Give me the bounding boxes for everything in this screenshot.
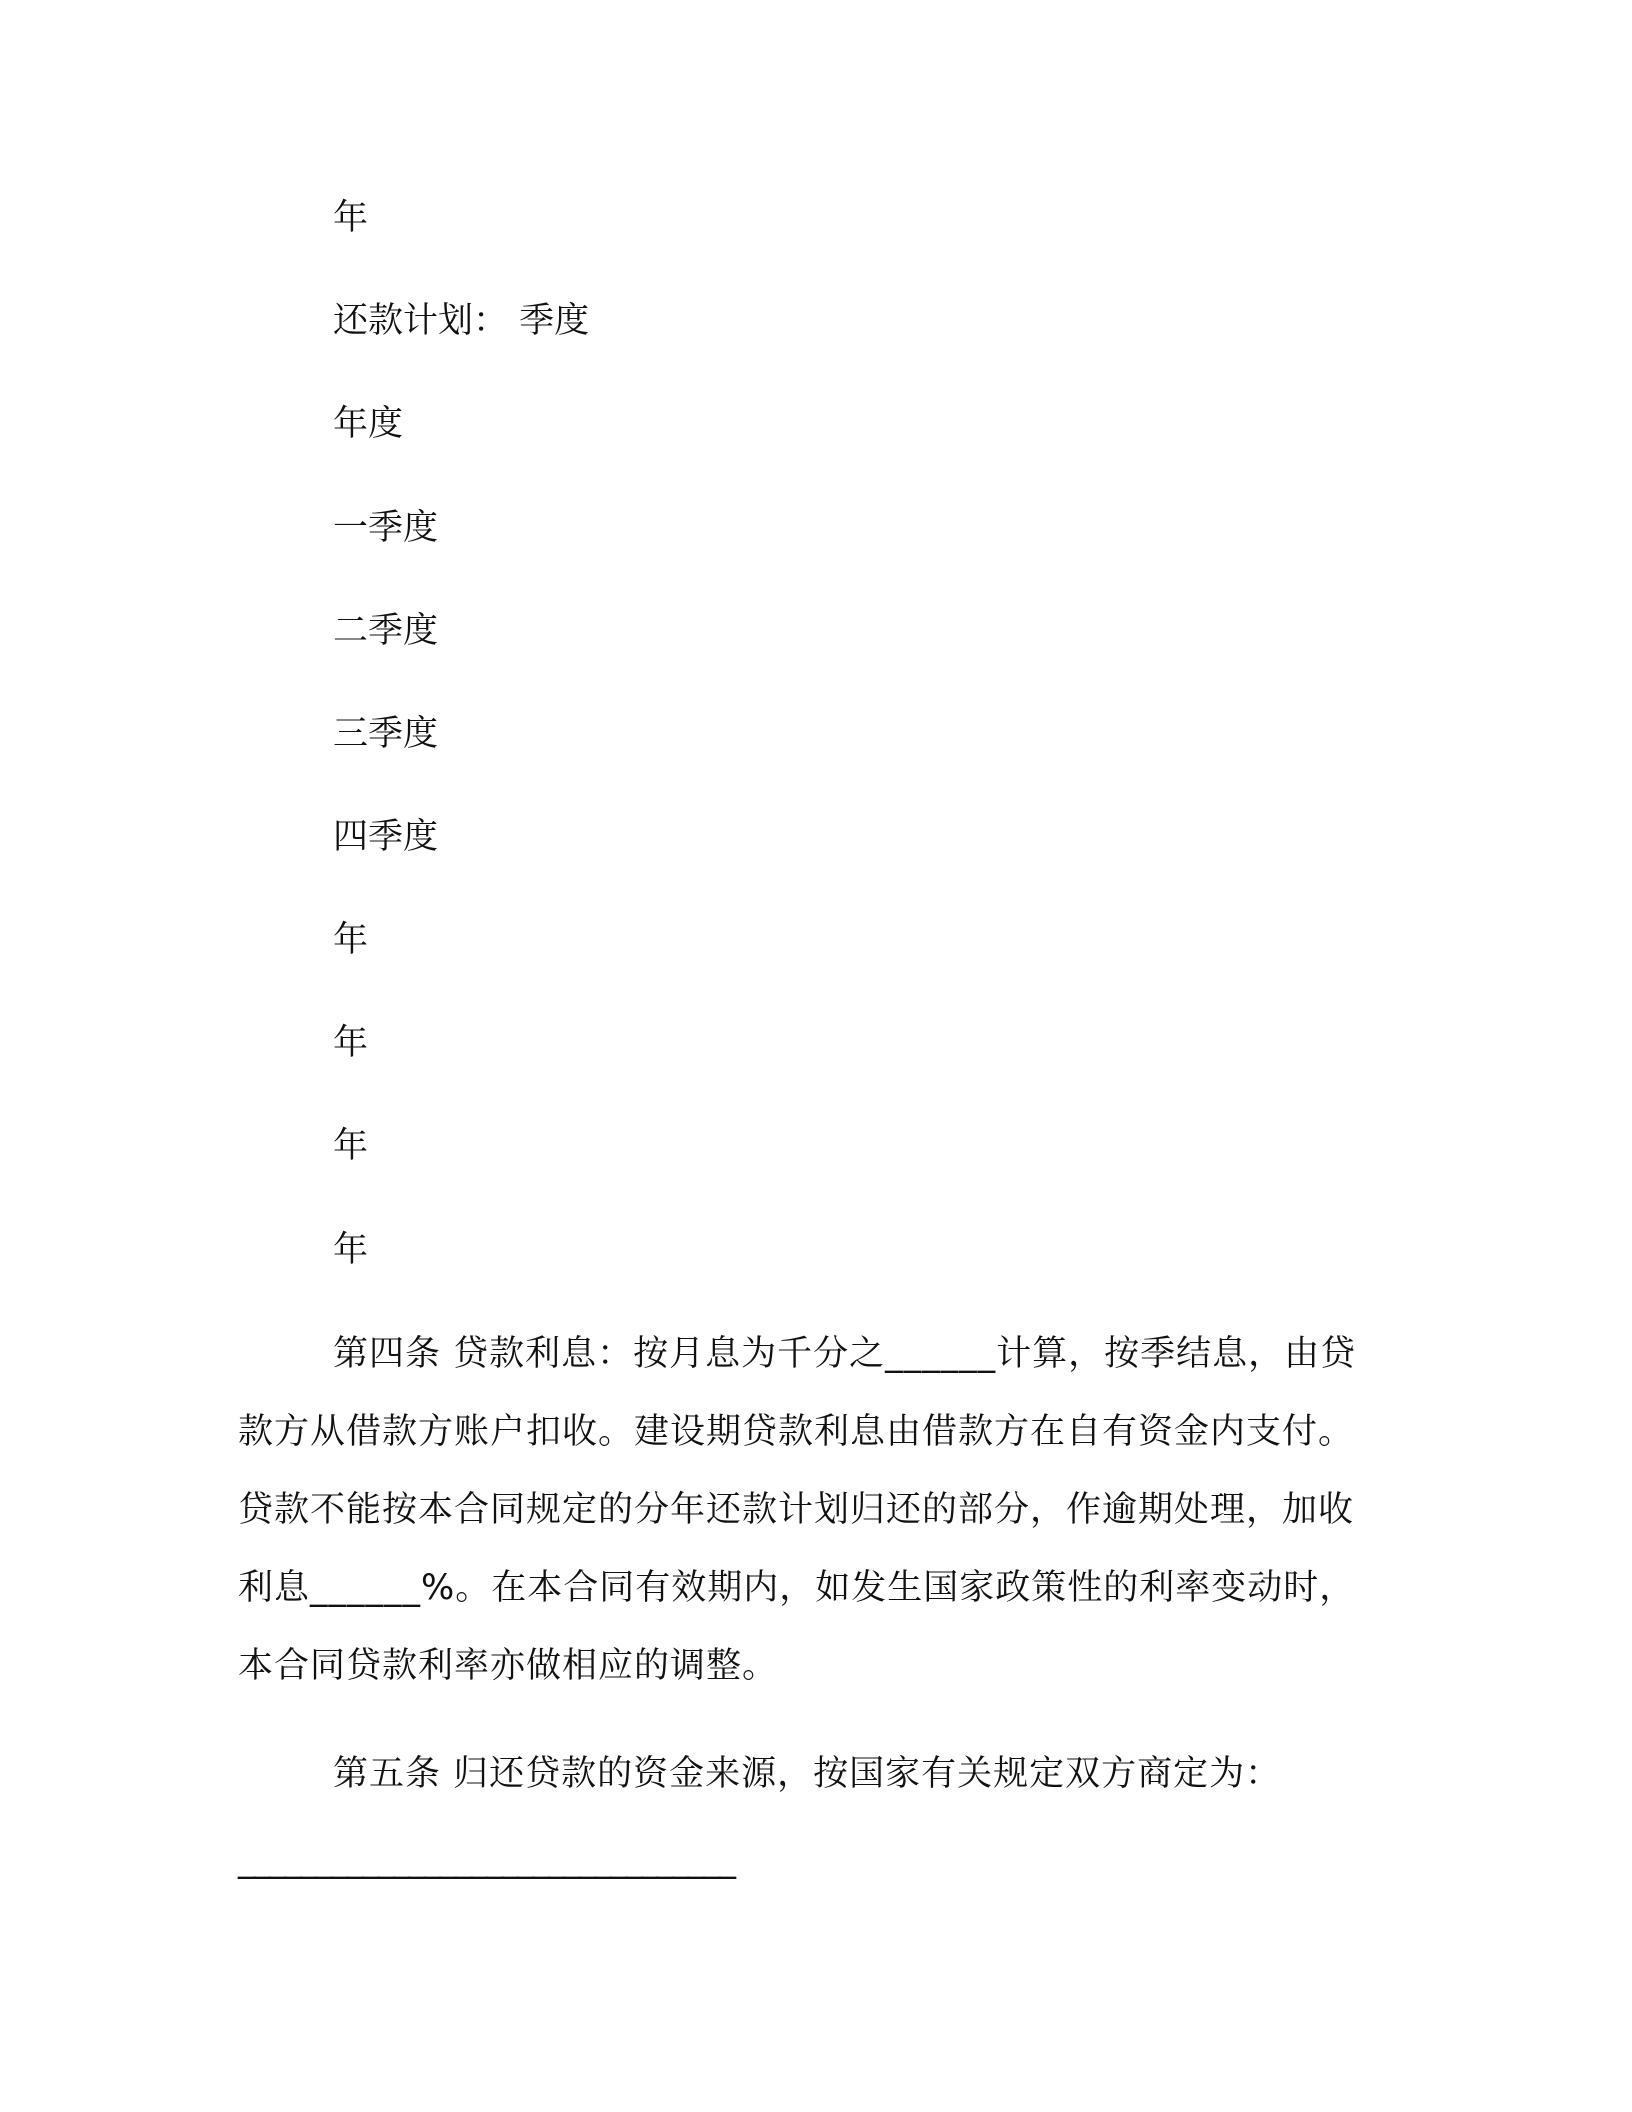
quarter-1-label: 一季度 <box>333 508 439 548</box>
repayment-plan-label: 还款计划： 季度 <box>333 301 590 341</box>
year-row-3: 年 <box>333 1126 369 1166</box>
year-row-1: 年 <box>333 920 369 960</box>
article-4-paragraph: 第四条 贷款利息：按月息为千分之______计算，按季结息，由贷款方从借款方账户扣收。建设期贷款利息由借款方在自有资金内支付。贷款不能按本合同规定的分年还款计划归还的部分，作逾期处理，加收利息______%。在本合同有效期内，如发生国家政策性的利率变动时，本合同贷款利率亦做相应的调整。 <box>238 1334 1357 1686</box>
quarter-3-label: 三季度 <box>333 714 439 754</box>
year-row-2: 年 <box>333 1023 369 1063</box>
funding-source-blank: ________________________________ <box>238 1840 734 1880</box>
quarter-4-label: 四季度 <box>333 817 439 857</box>
year-row-4: 年 <box>333 1230 369 1270</box>
annual-label: 年度 <box>333 404 404 444</box>
article-5-paragraph: 第五条 归还贷款的资金来源，按国家有关规定双方商定为： <box>333 1754 1282 1794</box>
quarter-2-label: 二季度 <box>333 611 439 651</box>
year-label: 年 <box>333 198 369 238</box>
